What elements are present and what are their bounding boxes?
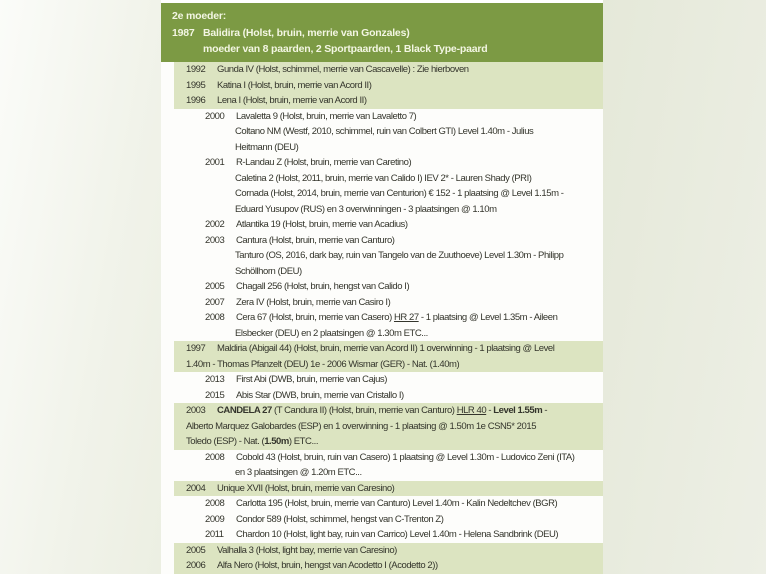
pedigree-row bbox=[174, 357, 603, 373]
row-text: - 1 plaatsing @ Level 1.35m - Aileen bbox=[418, 312, 558, 323]
dam-name: Balidira (Holst, bruin, merrie van Gonzales) bbox=[203, 26, 410, 39]
row-text: Katina I (Holst, bruin, merrie van Acord II) bbox=[217, 79, 372, 91]
row-text: Maldiria (Abigail 44) (Holst, bruin, merrie van Acord II) 1 overwinning - 1 plaatsing @ Level bbox=[217, 343, 555, 354]
row-text: Cantura (Holst, bruin, merrie van Canturo) bbox=[236, 234, 395, 246]
pedigree-row bbox=[161, 155, 603, 171]
row-year: 2013 bbox=[205, 374, 225, 385]
row-text: Chagall 256 (Holst, bruin, hengst van Calido I) bbox=[236, 281, 410, 292]
pedigree-row bbox=[174, 93, 603, 109]
row-year: 2006 bbox=[186, 560, 206, 571]
row-year: 2002 bbox=[205, 219, 225, 230]
row-text: Alfa Nero (Holst, bruin, hengst van Acodetto I (Acodetto 2)) bbox=[217, 560, 438, 571]
row-text: - bbox=[542, 405, 548, 416]
row-year: 2008 bbox=[205, 498, 225, 509]
row-text: Unique XVII (Holst, bruin, merrie van Caresino) bbox=[217, 482, 395, 494]
row-year: 1997 bbox=[186, 343, 206, 354]
row-text: Heitmann (DEU) bbox=[235, 141, 299, 153]
pedigree-row bbox=[161, 124, 603, 140]
row-text: Lavaletta 9 (Holst, bruin, merrie van Lavaletto 7) bbox=[236, 110, 417, 122]
row-text: (T Candura II) (Holst, bruin, merrie van Canturo) bbox=[271, 405, 457, 416]
pedigree-row bbox=[174, 558, 603, 574]
pedigree-row bbox=[161, 217, 603, 233]
row-year: 2005 bbox=[205, 281, 225, 292]
pedigree-row bbox=[161, 326, 603, 342]
pedigree-row bbox=[161, 465, 603, 481]
dam-line-header bbox=[161, 3, 603, 62]
pedigree-row bbox=[174, 434, 603, 450]
row-year: 1995 bbox=[186, 79, 206, 91]
row-text: Eduard Yusupov (RUS) en 3 overwinningen - 3 plaatsingen @ 1.10m bbox=[235, 203, 497, 215]
dam-year: 1987 bbox=[172, 26, 195, 39]
pedigree-row bbox=[161, 512, 603, 528]
row-year: 2003 bbox=[186, 405, 206, 416]
row-text: en 3 plaatsingen @ 1.20m ETC... bbox=[235, 467, 362, 478]
row-text: 1.40m - Thomas Pfanzelt (DEU) 1e - 2006 Wismar (GER) - Nat. (1.40m) bbox=[186, 358, 460, 370]
row-text: Level 1.55m bbox=[493, 405, 543, 416]
row-text: Coltano NM (Westf, 2010, schimmel, ruin van Colbert GTI) Level 1.40m - Julius bbox=[235, 126, 534, 137]
row-text: Zera IV (Holst, bruin, merrie van Casiro I) bbox=[236, 296, 391, 308]
row-year: 2000 bbox=[205, 110, 225, 122]
row-year: 2001 bbox=[205, 157, 225, 168]
row-text: Caletina 2 (Holst, 2011, bruin, merrie van Calido I) IEV 2* - Lauren Shady (PRI) bbox=[235, 172, 532, 184]
pedigree-row bbox=[161, 295, 603, 311]
row-text: Schöllhorn (DEU) bbox=[235, 265, 302, 277]
row-text: Cera 67 (Holst, bruin, merrie van Casero) bbox=[236, 312, 394, 323]
pedigree-row bbox=[174, 481, 603, 497]
pedigree-row bbox=[161, 310, 603, 326]
pedigree-row bbox=[174, 341, 603, 357]
pedigree-row bbox=[174, 78, 603, 94]
row-text: Lena I (Holst, bruin, merrie van Acord II) bbox=[217, 95, 367, 106]
pedigree-row bbox=[174, 403, 603, 419]
pedigree-row bbox=[174, 543, 603, 559]
row-text: 1.50m bbox=[264, 436, 289, 447]
pedigree-row bbox=[161, 279, 603, 295]
pedigree-row bbox=[161, 496, 603, 512]
row-year: 2004 bbox=[186, 482, 206, 494]
pedigree-row bbox=[161, 264, 603, 280]
row-year: 1992 bbox=[186, 64, 206, 75]
record-link[interactable]: HLR 40 bbox=[456, 405, 487, 416]
row-text: Condor 589 (Holst, schimmel, hengst van C-Trenton Z) bbox=[236, 513, 444, 525]
row-year: 2008 bbox=[205, 312, 225, 323]
pedigree-row bbox=[161, 140, 603, 156]
record-link[interactable]: HR 27 bbox=[393, 312, 419, 323]
pedigree-row bbox=[161, 186, 603, 202]
dam-header-name-line bbox=[172, 25, 595, 42]
row-year: 1996 bbox=[186, 95, 206, 106]
pedigree-row bbox=[161, 202, 603, 218]
row-year: 2008 bbox=[205, 451, 225, 463]
row-year: 2011 bbox=[205, 529, 224, 540]
row-text: R-Landau Z (Holst, bruin, merrie van Caretino) bbox=[236, 157, 412, 168]
row-text: Tanturo (OS, 2016, dark bay, ruin van Tangelo van de Zuuthoeve) Level 1.30m - Philipp bbox=[235, 250, 564, 261]
pedigree-row bbox=[161, 450, 603, 466]
row-year: 2007 bbox=[205, 296, 225, 308]
dam-header-subtitle: moeder van 8 paarden, 2 Sportpaarden, 1 Black Type-paard bbox=[203, 43, 488, 55]
pedigree-row bbox=[161, 527, 603, 543]
row-year: 2005 bbox=[186, 544, 206, 556]
row-text: Alberto Marquez Galobardes (ESP) en 1 overwinning - 1 plaatsing @ 1.50m 1e CSN5* 2015 bbox=[186, 420, 537, 432]
row-text: First Abi (DWB, bruin, merrie van Cajus) bbox=[236, 374, 387, 385]
row-text: Cobold 43 (Holst, bruin, ruin van Casero) 1 plaatsing @ Level 1.30m - Ludovico Zeni (ITA) bbox=[236, 451, 575, 463]
row-text: Elsbecker (DEU) en 2 plaatsingen @ 1.30m ETC... bbox=[235, 327, 428, 339]
pedigree-row bbox=[161, 233, 603, 249]
row-text: Chardon 10 (Holst, light bay, ruin van Carrico) Level 1.40m - Helena Sandbrink (DEU) bbox=[236, 529, 559, 540]
pedigree-row bbox=[161, 248, 603, 264]
pedigree-panel bbox=[161, 0, 603, 574]
dam-header-label: 2e moeder: bbox=[172, 10, 227, 22]
pedigree-row bbox=[174, 419, 603, 435]
row-year: 2009 bbox=[205, 513, 225, 525]
row-text: - bbox=[486, 405, 494, 416]
pedigree-row bbox=[161, 109, 603, 125]
pedigree-row bbox=[161, 388, 603, 404]
row-text: Abis Star (DWB, bruin, merrie van Cristallo I) bbox=[236, 389, 404, 401]
row-text: Toledo (ESP) - Nat. ( bbox=[186, 436, 265, 447]
row-text: ) ETC... bbox=[288, 436, 319, 447]
row-text: CANDELA 27 bbox=[217, 405, 272, 416]
row-year: 2015 bbox=[205, 389, 225, 401]
row-text: Atlantika 19 (Holst, bruin, merrie van Acadius) bbox=[236, 219, 408, 230]
pedigree-row bbox=[174, 62, 603, 78]
row-text: Cornada (Holst, 2014, bruin, merrie van Centurion) € 152 - 1 plaatsing @ Level 1.15m - bbox=[235, 188, 564, 199]
pedigree-rows bbox=[161, 62, 603, 574]
row-text: Carlotta 195 (Holst, bruin, merrie van Canturo) Level 1.40m - Kalin Nedeltchev (BGR) bbox=[236, 498, 558, 509]
row-text: Valhalla 3 (Holst, light bay, merrie van Caresino) bbox=[217, 544, 397, 556]
pedigree-row bbox=[161, 372, 603, 388]
pedigree-row bbox=[161, 171, 603, 187]
row-year: 2003 bbox=[205, 234, 225, 246]
row-text: Gunda IV (Holst, schimmel, merrie van Cascavelle) : Zie hierboven bbox=[217, 64, 469, 75]
